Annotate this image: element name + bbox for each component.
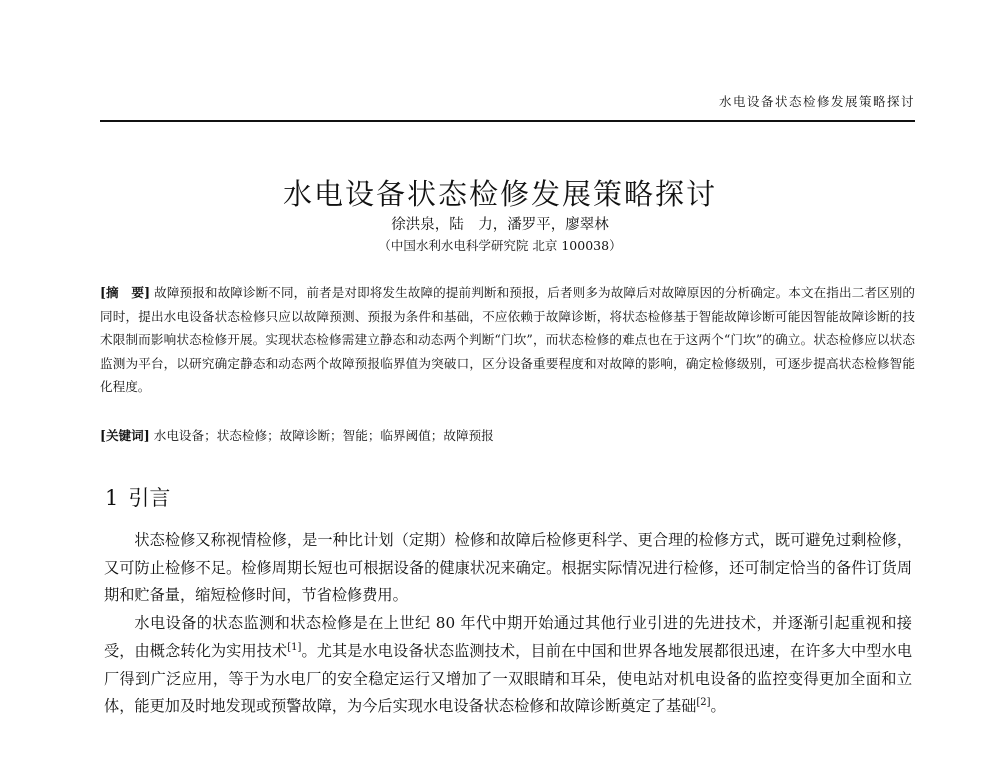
paragraph-1: 状态检修又称视情检修，是一种比计划（定期）检修和故障后检修更科学、更合理的检修方式，既可避免过剩检修，又可防止检修不足。检修周期长短也可根据设备的健康状况来确定。根据实际情况进行检修，还可制定恰当的备件订货周期和贮备量，缩短检修时间，节省检修费用。 xyxy=(104,531,912,605)
abstract-text: 故障预报和故障诊断不同，前者是对即将发生故障的提前判断和预报，后者则多为故障后对故障原因的分析确定。本文在指出二者区别的同时，提出水电设备状态检修只应以故障预测、预报为条件和基础，不应依赖于故障诊断，将状态检修基于智能故障诊断可能因智能故障诊断的技术限制而影响状态检修开展。实现状态检修需建立静态和动态两个判断“门坎”，而状态检修的难点也在于这两个“门坎”的确立。状态检修应以状态监测为平台，以研究确定静态和动态两个故障预报临界值为突破口，区分设备重要程度和对故障的影响，确定检修级别，可逐步提高状态检修智能化程度。 xyxy=(100,285,915,395)
section-heading xyxy=(105,482,170,512)
section-number: 1 xyxy=(105,486,119,510)
section-title: 引言 xyxy=(128,486,171,510)
running-header: 水电设备状态检修发展策略探讨 xyxy=(718,94,915,109)
abstract xyxy=(100,281,915,399)
citation-2: [2] xyxy=(696,697,711,709)
keywords xyxy=(100,424,915,448)
section-body xyxy=(104,527,912,721)
keywords-label: [关键词] xyxy=(100,428,150,443)
paragraph-2 xyxy=(104,610,912,721)
citation-1: [1] xyxy=(287,641,302,653)
paragraph-2-part-c: 。 xyxy=(710,697,726,716)
authors: 徐洪泉，陆 力，潘罗平，廖翠林 xyxy=(391,217,609,233)
paragraph-2-part-a: 水电设备的状态监测和状态检修是在上世纪 80 年代中期开始通过其他行业引进的先进技术，并逐渐引起重视和接受，由概念转化为实用技术 xyxy=(104,614,912,660)
abstract-label: [摘 要] xyxy=(100,285,151,300)
paragraph-2-part-b: 。尤其是水电设备状态监测技术，目前在中国和世界各地发展都很迅速，在许多大中型水电厂得到广泛应用，等于为水电厂的安全稳定运行又增加了一双眼睛和耳朵，使电站对机电设备的监控变得更加全面和立体，能更加及时地发现或预警故障，为今后实现水电设备状态检修和故障诊断奠定了基础 xyxy=(104,641,913,716)
affiliation: （中国水利水电科学研究院 北京 100038） xyxy=(378,238,622,253)
header-rule xyxy=(100,120,915,122)
keywords-text: 水电设备；状态检修；故障诊断；智能；临界阈值；故障预报 xyxy=(153,428,494,443)
paper-title: 水电设备状态检修发展策略探讨 xyxy=(282,177,717,212)
